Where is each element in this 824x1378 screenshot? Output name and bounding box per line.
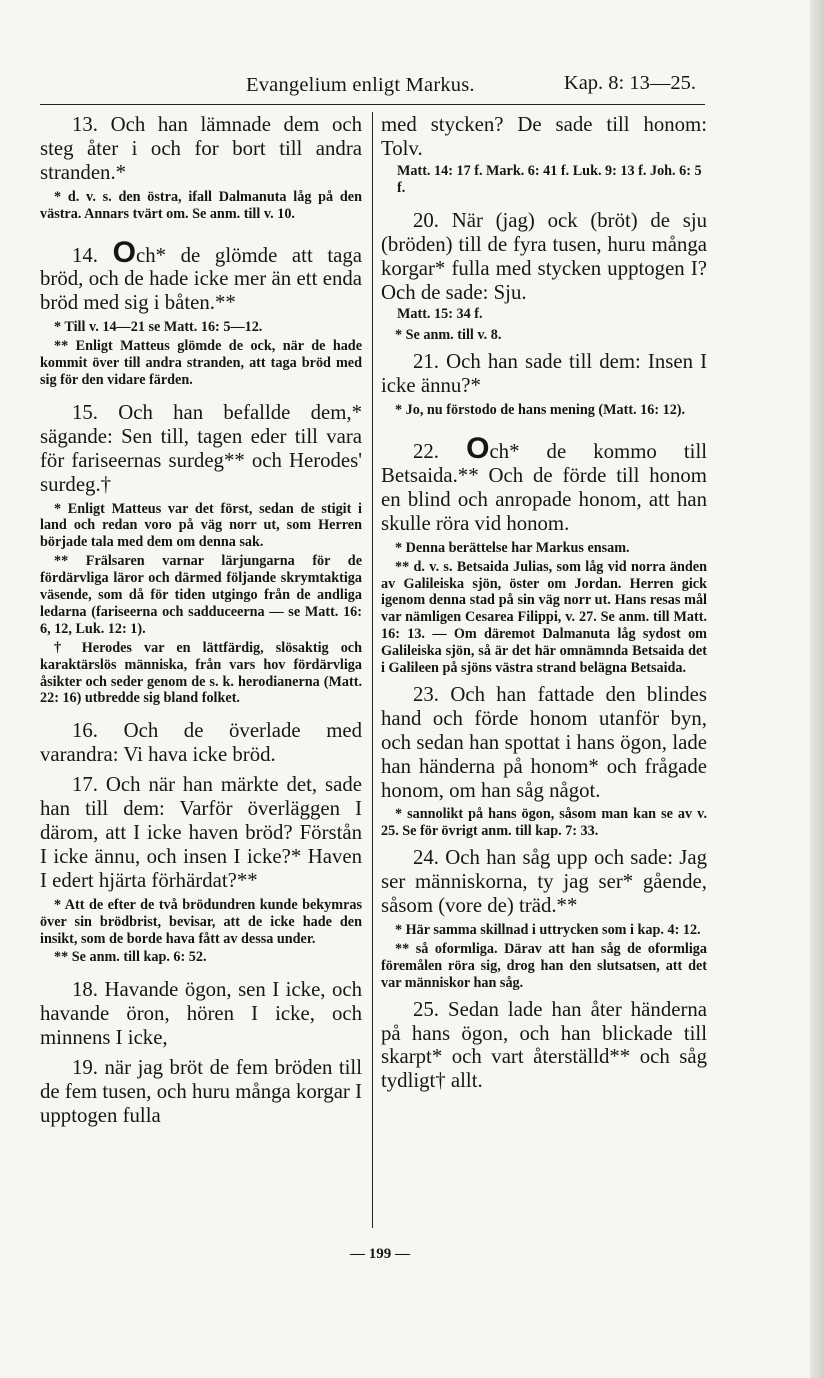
chapter-reference: Kap. 8: 13—25. <box>563 72 696 94</box>
note-23: * sannolikt på hans ögon, såsom man kan se av v. 25. Se för övrigt anm. till kap. 7: 33. <box>381 806 707 840</box>
note-20: * Se anm. till v. 8. <box>395 327 502 344</box>
header-rule <box>40 104 705 105</box>
page-edge-shadow <box>810 0 824 1378</box>
left-column <box>40 113 362 1128</box>
verse-25: 25. Sedan lade han åter händerna på hans ögon, och han blickade till skarpt* och vart återställd** och såg tydligt† allt. <box>381 997 707 1093</box>
ref-20: Matt. 15: 34 f. <box>397 306 483 323</box>
page-number: — 199 — <box>350 1246 410 1262</box>
verse-14-number: 14. <box>72 243 98 267</box>
note-14a: * Till v. 14—21 se Matt. 16: 5—12. <box>54 319 263 336</box>
note-17b: ** Se anm. till kap. 6: 52. <box>54 949 207 966</box>
verse-21: 21. Och han sade till dem: Insen I icke ännu?* <box>381 350 707 398</box>
verse-19-continued: med stycken? De sade till honom: Tolv. <box>381 113 707 160</box>
verse-20: 20. När (jag) ock (bröt) de sju (bröden) till de fyra tusen, huru många korgar* fulla med stycken upptogen I? Och de sade: Sju. <box>381 208 707 304</box>
note-22b: ** d. v. s. Betsaida Julias, som låg vid norra änden av Galileiska sjön, öster om Jordan. Herren gick igenom denna stad på sin väg norr ut. Hans resas mål var nämligen Cesarea Filippi, v. 27. Se anm. till Matt. 16: 13. — Om däremot Dalmanuta låg sydost om Galileiska sjön, så är det här omnämnda Betsaida det i Galileen på sjöns västra strand belägna Betsaida. <box>381 558 707 677</box>
note-22a: * Denna berättelse har Markus ensam. <box>395 539 630 556</box>
note-13: * d. v. s. den östra, ifall Dalmanuta låg på den västra. Annars tvärt om. Se anm. till v. 10. <box>40 188 362 222</box>
verse-14-initial: O <box>112 235 136 269</box>
verse-16: 16. Och de överlade med varandra: Vi hava icke bröd. <box>40 719 362 767</box>
column-divider <box>372 112 373 1228</box>
note-14b: ** Enligt Matteus glömde de ock, när de hade kommit över till andra stranden, att taga bröd med sig för den vidare färden. <box>40 338 362 388</box>
verse-13: 13. Och han lämnade dem och steg åter i och for bort till andra stranden.* <box>40 113 362 184</box>
verse-18: 18. Havande ögon, sen I icke, och havande öron, hören I icke, och minnens I icke, <box>40 978 362 1050</box>
verse-23: 23. Och han fattade den blindes hand och förde honom utanför byn, och sedan han spottat i hans ögon, lade han händerna på honom* och frågade honom, om han såg något. <box>381 682 707 802</box>
verse-22 <box>381 432 708 536</box>
verse-14 <box>40 235 362 316</box>
verse-22-number: 22. <box>413 440 439 464</box>
verse-15: 15. Och han befallde dem,* sägande: Sen till, tagen eder till vara för fariseernas surdeg** och Herodes' surdeg.† <box>40 400 362 496</box>
note-24b: ** så oformliga. Därav att han såg de oformliga föremålen röra sig, drog han den slutsatsen, att det var människor han såg. <box>381 940 707 991</box>
verse-17: 17. Och när han märkte det, sade han till dem: Varför överläggen I därom, att I icke haven bröd? Förstån I icke ännu, och insen I icke?* Haven I edert hjärta förhärdat?** <box>40 773 362 892</box>
verse-24: 24. Och han såg upp och sade: Jag ser människorna, ty jag ser* gående, såsom (vore de) träd.** <box>381 846 707 918</box>
right-column <box>381 113 707 1093</box>
running-header <box>40 70 702 100</box>
verse-19: 19. när jag bröt de fem bröden till de fem tusen, och huru många korgar I upptogen fulla <box>40 1056 362 1127</box>
note-15c: † Herodes var en lättfärdig, slösaktig och karaktärslös människa, från vars hov fördärvliga åsikter och seder genom de s. k. herodianerna (Matt. 22: 16) utbredde sig bland folket. <box>40 639 362 707</box>
ref-19: Matt. 14: 17 f. Mark. 6: 41 f. Luk. 9: 13 f. Joh. 6: 5 f. <box>397 162 702 196</box>
note-17a: * Att de efter de två brödundren kunde bekymras över sin brödbrist, bevisar, att de icke hade den insikt, som de borde hava fått av dessa under. <box>40 896 362 947</box>
book-title: Evangelium enligt Markus. <box>246 74 475 96</box>
note-24a: * Här samma skillnad i uttrycken som i kap. 4: 12. <box>395 922 701 938</box>
verse-22-initial: O <box>466 432 490 466</box>
note-15b: ** Frälsaren varnar lärjungarna för de fördärvliga läror och därmed följande skrymtaktiga väsende, som då för tiden utgingo från de andliga ledarna (fariseerna och sadduceerna — se Matt. 16: 6, 12, Luk. 12: 1). <box>40 553 362 637</box>
verse-22-text: ch* de kommo till Betsaida.** Och de förde till honom en blind och anropade honom, att han skulle röra vid honom. <box>381 440 708 535</box>
verse-14-text: ch* de glömde att taga bröd, och de hade icke mer än ett enda bröd med sig i båten.** <box>40 243 362 315</box>
note-15a: * Enligt Matteus var det först, sedan de stigit i land och redan voro på väg norr ut, som Herren började tala med dem om denna sak. <box>40 500 362 551</box>
note-21: * Jo, nu förstodo de hans mening (Matt. 16: 12). <box>395 402 686 419</box>
